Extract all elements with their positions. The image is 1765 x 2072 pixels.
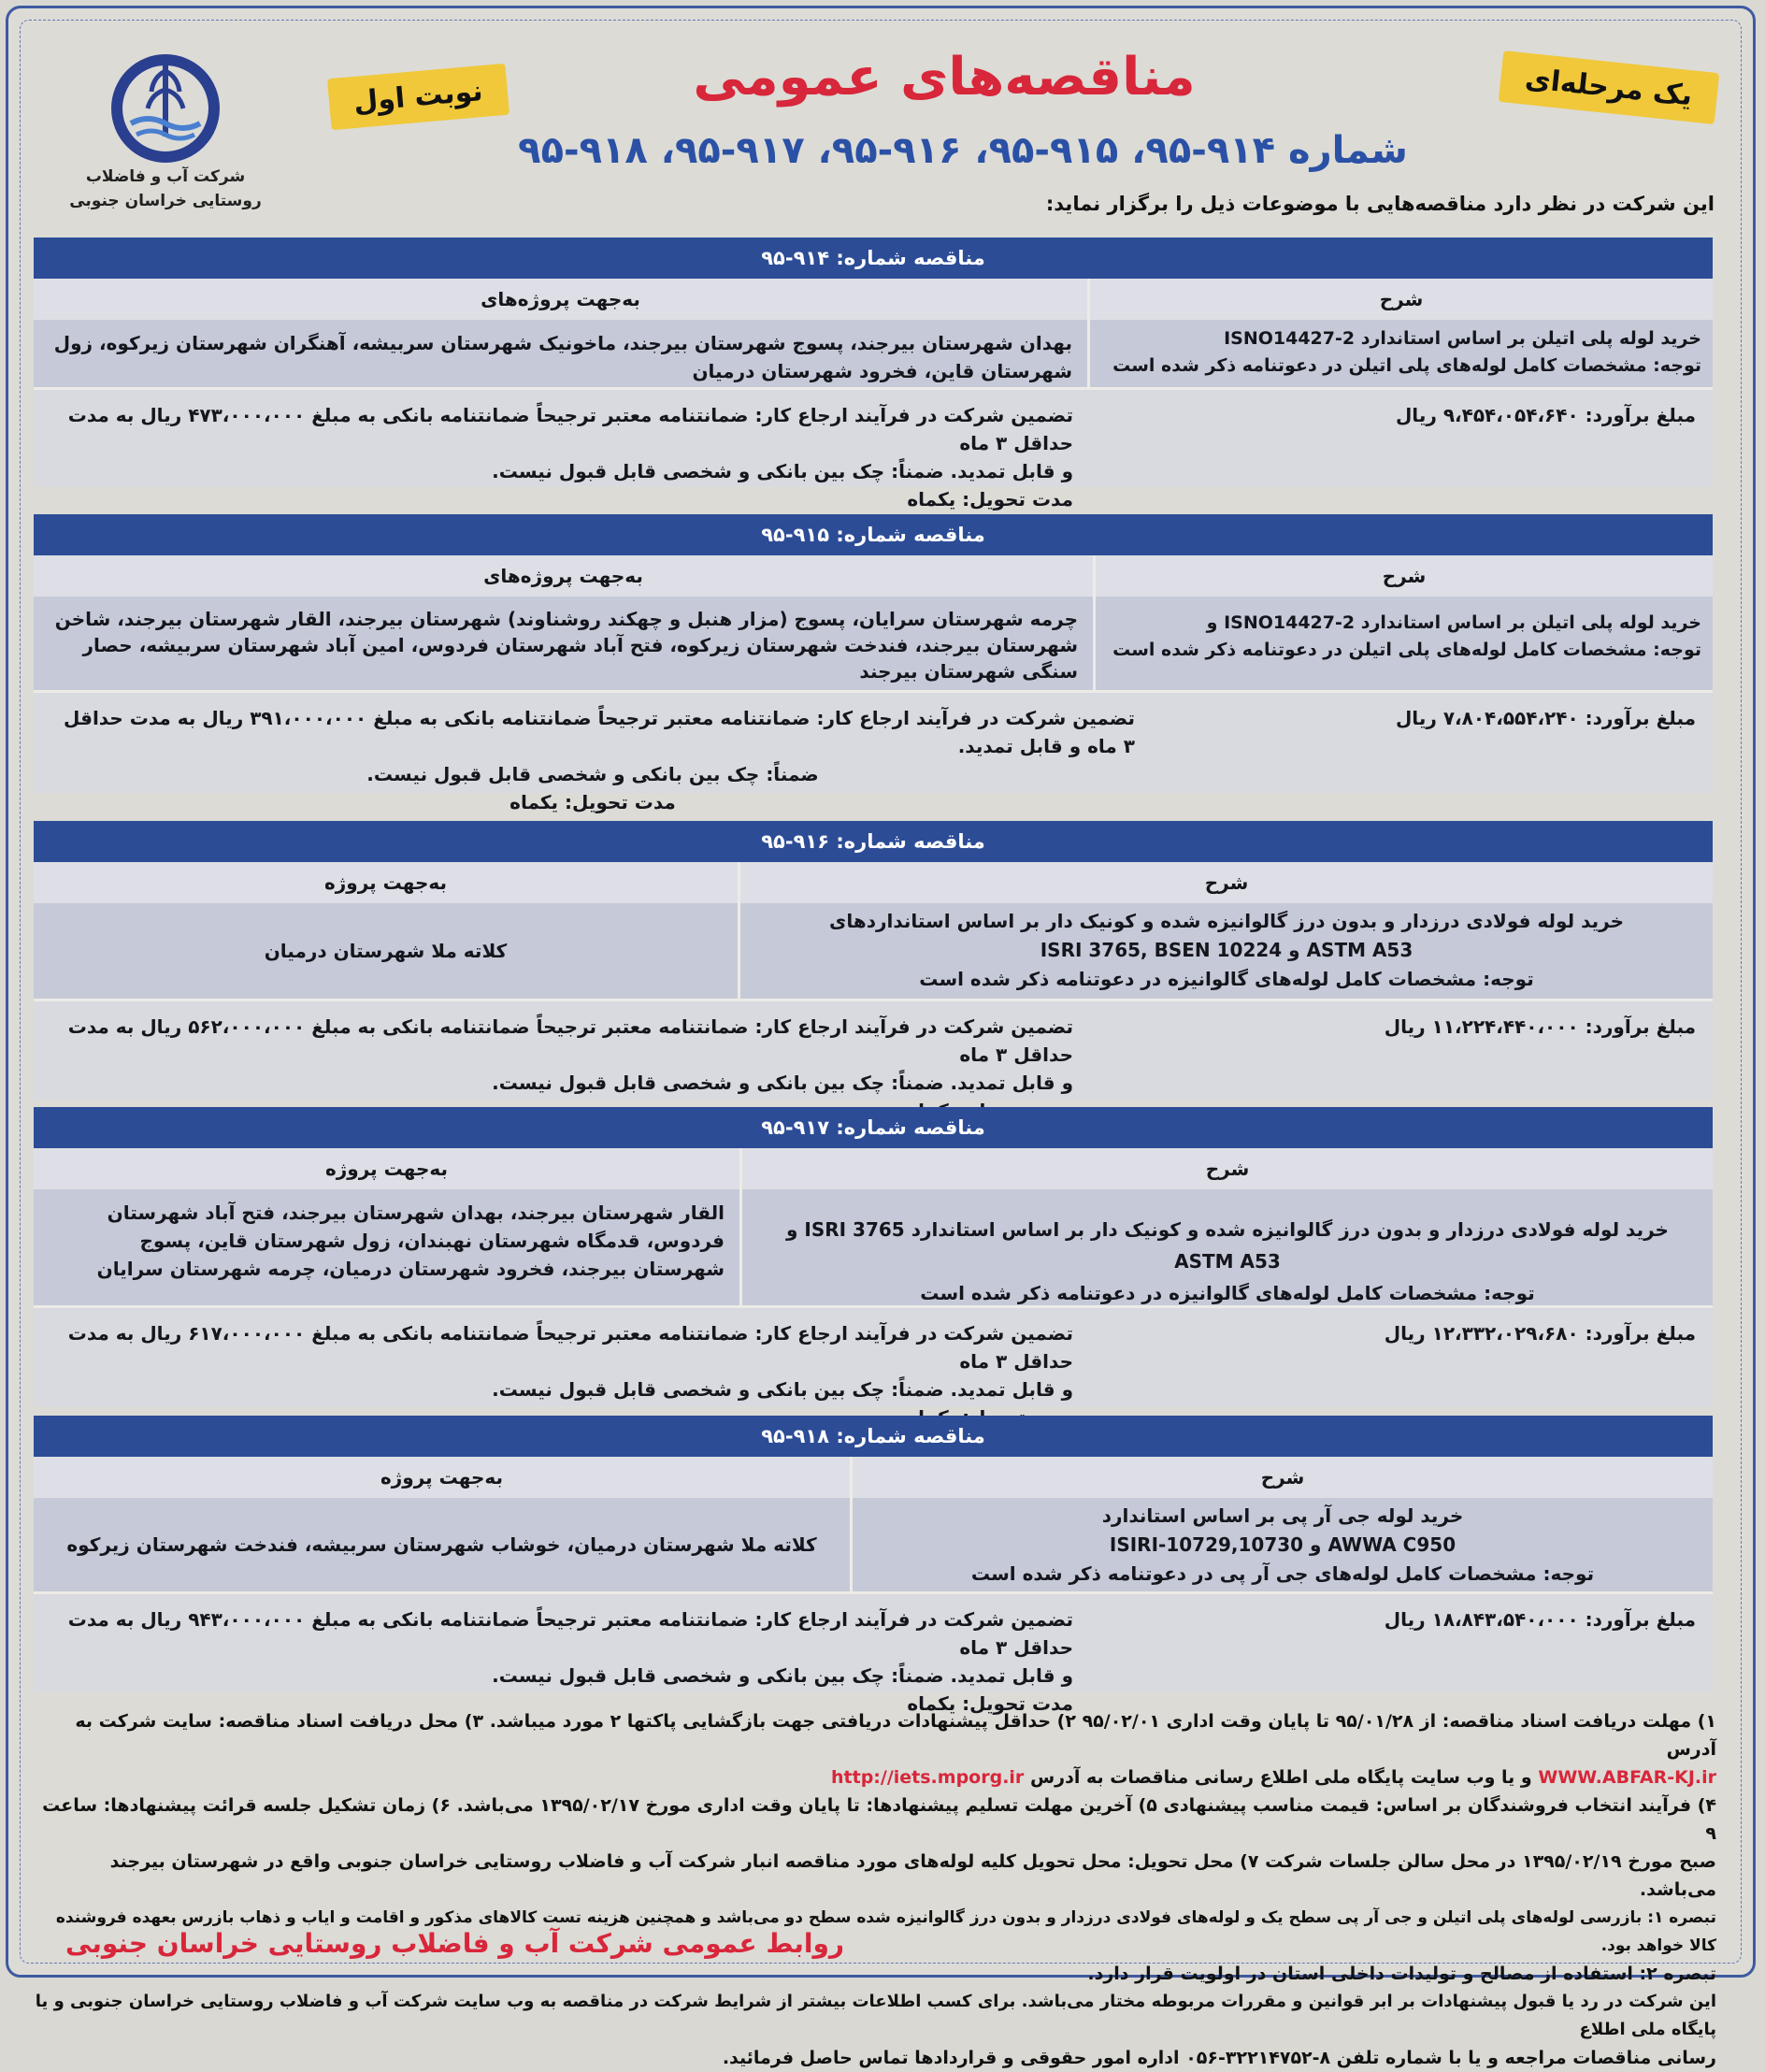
delivery-time: مدت تحویل: یکماه	[907, 1692, 1073, 1715]
guarantee-lead: تضمین شرکت در فرآیند ارجاع کار:	[754, 404, 1073, 426]
guarantee-block	[34, 1594, 1090, 1715]
guarantee-block	[34, 693, 1152, 813]
estimate: مبلغ برآورد: ۱۸،۸۴۳،۵۴۰،۰۰۰ ریال	[1384, 1608, 1696, 1631]
description-note: توجه: مشخصات کامل لوله‌های پلی اتیلن در دعوتنامه ذکر شده است	[1112, 640, 1701, 660]
tender-heading: مناقصه شماره: ۹۱۵-۹۵	[34, 514, 1713, 555]
description-body	[740, 903, 1713, 999]
tender-heading: مناقصه شماره: ۹۱۸-۹۵	[34, 1416, 1713, 1457]
guarantee-text-2: و قابل تمدید. ضمناً: چک بین بانکی و شخصی قابل قبول نیست.	[492, 1664, 1073, 1687]
tender-915	[34, 514, 1713, 813]
projects-column	[34, 862, 740, 999]
page-title: مناقصه‌های عمومی	[693, 47, 1196, 108]
projects-column	[34, 1457, 853, 1591]
delivery-time: مدت تحویل: یکماه	[509, 791, 676, 813]
tender-footer	[34, 1305, 1713, 1406]
description-title: شرح	[1090, 279, 1713, 320]
estimate: مبلغ برآورد: ۱۱،۲۲۴،۴۴۰،۰۰۰ ریال	[1384, 1015, 1696, 1038]
description-column	[742, 1148, 1713, 1305]
first-round-badge: نوبت اول	[327, 64, 509, 130]
description-column	[1096, 555, 1713, 690]
description-line: خرید لوله فولادی درزدار و بدون درز گالوانیزه شده و کونیک دار بر اساس استانداردهای	[829, 910, 1624, 932]
public-relations-signature: روابط عمومی شرکت آب و فاضلاب روستایی خراسان جنوبی	[65, 1928, 845, 1959]
tender-918	[34, 1416, 1713, 1715]
guarantee-text: ضمانتنامه معتبر ترجیحاً ضمانتنامه بانکی به مبلغ ۴۷۳،۰۰۰،۰۰۰ ریال به مدت حداقل ۳ ماه	[67, 404, 1073, 454]
note-line: ۱) مهلت دریافت اسناد مناقصه: از ۹۵/۰۱/۲۸ تا پایان وقت اداری ۹۵/۰۲/۰۱ ۲) حداقل پیشنهادات دریافتی جهت بازگشایی پاکتها ۲ مورد میباشد. ۳) محل دریافت اسناد مناقصه: سایت شرکت به آدرس	[75, 1711, 1716, 1760]
description-note: توجه: مشخصات کامل لوله‌های پلی اتیلن در دعوتنامه ذکر شده است	[1112, 355, 1701, 376]
guarantee-text-2: ضمناً: چک بین بانکی و شخصی قابل قبول نیست.	[366, 763, 819, 785]
tender-916	[34, 821, 1713, 1100]
projects-column	[34, 279, 1090, 387]
guarantee-lead: تضمین شرکت در فرآیند ارجاع کار:	[816, 707, 1135, 729]
guarantee-block	[34, 1001, 1090, 1100]
guarantee-block	[34, 1308, 1090, 1406]
guarantee-text: ضمانتنامه معتبر ترجیحاً ضمانتنامه بانکی به مبلغ ۵۶۲،۰۰۰،۰۰۰ ریال به مدت حداقل ۳ ماه	[67, 1015, 1073, 1066]
projects-body: بهدان شهرستان بیرجند، پسوج شهرستان بیرجند، ماخونیک شهرستان سربیشه، آهنگران شهرستان زیرکوه، زول شهرستان قاین، فخرود شهرستان درمیان	[34, 320, 1087, 387]
single-stage-badge: یک مرحله‌ای	[1499, 50, 1719, 124]
projects-title: به‌جهت پروژه	[34, 1457, 850, 1498]
description-line: خرید لوله جی آر پی بر اساس استاندارد	[1101, 1504, 1464, 1527]
tender-grid	[34, 279, 1713, 387]
projects-column	[34, 555, 1096, 690]
projects-title: به‌جهت پروژه	[34, 1148, 739, 1189]
projects-title: به‌جهت پروژه‌های	[34, 279, 1087, 320]
tender-914	[34, 237, 1713, 511]
guarantee-text-2: و قابل تمدید. ضمناً: چک بین بانکی و شخصی قابل قبول نیست.	[492, 1378, 1073, 1401]
description-body	[1096, 597, 1713, 690]
description-standards: ASTM A53 و ISRI 3765, BSEN 10224	[1040, 939, 1413, 961]
description-title: شرح	[740, 862, 1713, 903]
estimate: مبلغ برآورد: ۱۲،۳۳۲،۰۲۹،۶۸۰ ریال	[1384, 1322, 1696, 1345]
note-line: رسانی مناقصات مراجعه و یا با شماره تلفن ۸-۳۲۲۱۴۷۵۲-۰۵۶ اداره امور حقوقی و قراردادها تماس حاصل فرمائید.	[722, 2048, 1716, 2068]
projects-body: کلاته ملا شهرستان درمیان، خوشاب شهرستان سربیشه، فندخت شهرستان زیرکوه	[34, 1498, 850, 1591]
guarantee-text: ضمانتنامه معتبر ترجیحاً ضمانتنامه بانکی به مبلغ ۶۱۷،۰۰۰،۰۰۰ ریال به مدت حداقل ۳ ماه	[67, 1322, 1073, 1373]
tender-917	[34, 1107, 1713, 1406]
guarantee-text-2: و قابل تمدید. ضمناً: چک بین بانکی و شخصی قابل قبول نیست.	[492, 460, 1073, 482]
tender-footer	[34, 690, 1713, 813]
company-name: شرکت آب و فاضلاب روستایی خراسان جنوبی	[69, 167, 262, 210]
iets-website-link[interactable]: http://iets.mporg.ir	[831, 1767, 1025, 1788]
projects-title: به‌جهت پروژه	[34, 862, 738, 903]
projects-column	[34, 1148, 742, 1305]
tender-grid	[34, 555, 1713, 690]
note-line: صبح مورخ ۱۳۹۵/۰۲/۱۹ در محل سالن جلسات شرکت ۷) محل تحویل: محل تحویل کلیه لوله‌های مورد مناقصه انبار شرکت آب و فاضلاب روستایی خراسان جنوبی واقع در شهرستان بیرجند می‌باشد.	[109, 1851, 1716, 1900]
tender-grid	[34, 1148, 1713, 1305]
note-line: این شرکت در رد یا قبول پیشنهادات بر ابر قوانین و مقررات مربوطه مختار می‌باشد. برای کسب اطلاعات بیشتر از شرایط شرکت در مناقصه به وب سایت شرکت آب و فاضلاب روستایی خراسان جنوبی و یا پایگاه ملی اطلاع	[35, 1992, 1716, 2039]
estimate: مبلغ برآورد: ۷،۸۰۴،۵۵۴،۲۴۰ ریال	[1395, 707, 1696, 729]
tender-grid	[34, 1457, 1713, 1591]
delivery-time: مدت تحویل: یکماه	[907, 488, 1073, 511]
water-company-logo-icon	[105, 43, 226, 165]
note-line: ۴) فرآیند انتخاب فروشندگان بر اساس: قیمت مناسب پیشنهادی ۵) آخرین مهلت تسلیم پیشنهادها: تا پایان وقت اداری مورخ ۱۳۹۵/۰۲/۱۷ می‌باشد. ۶) زمان تشکیل جلسه قرائت پیشنهادها: ساعت ۹	[42, 1795, 1716, 1844]
guarantee-block	[34, 390, 1090, 511]
projects-body: القار شهرستان بیرجند، بهدان شهرستان بیرجند، فتح آباد شهرستان فردوس، قدمگاه شهرستان نهبندان، زول شهرستان قاین، پسوج شهرستان بیرجند، فخرود شهرستان درمیان، چرمه شهرستان سرایان	[34, 1189, 739, 1305]
estimate: مبلغ برآورد: ۹،۴۵۴،۰۵۴،۶۴۰ ریال	[1395, 404, 1696, 426]
tender-footer	[34, 999, 1713, 1100]
tender-heading: مناقصه شماره: ۹۱۴-۹۵	[34, 237, 1713, 279]
description-line: خرید لوله پلی اتیلن بر اساس استاندارد ISNO14427-2	[1224, 328, 1701, 349]
projects-body: کلاته ملا شهرستان درمیان	[34, 903, 738, 999]
tender-footer	[34, 387, 1713, 511]
tender-grid	[34, 862, 1713, 999]
intro-text: این شرکت در نظر دارد مناقصه‌هایی با موضوعات ذیل را برگزار نماید:	[1045, 193, 1715, 215]
tender-heading: مناقصه شماره: ۹۱۶-۹۵	[34, 821, 1713, 862]
guarantee-lead: تضمین شرکت در فرآیند ارجاع کار:	[754, 1608, 1073, 1631]
guarantee-text: ضمانتنامه معتبر ترجیحاً ضمانتنامه بانکی به مبلغ ۳۹۱،۰۰۰،۰۰۰ ریال به مدت حداقل ۳ ماه و قابل تمدید.	[64, 707, 1135, 757]
description-note: توجه: مشخصات کامل لوله‌های گالوانیزه در دعوتنامه ذکر شده است	[919, 968, 1534, 990]
description-line: خرید لوله فولادی درزدار و بدون درز گالوانیزه شده و کونیک دار بر اساس استاندارد ISRI 3765 و ASTM A53	[786, 1218, 1669, 1273]
guarantee-lead: تضمین شرکت در فرآیند ارجاع کار:	[754, 1322, 1073, 1345]
description-title: شرح	[853, 1457, 1713, 1498]
guarantee-lead: تضمین شرکت در فرآیند ارجاع کار:	[754, 1015, 1073, 1038]
projects-body: چرمه شهرستان سرایان، پسوج (مزار هنبل و چهکند روشناوند) شهرستان بیرجند، القار شهرستان بیرجند، شاخن شهرستان بیرجند، فندخت شهرستان زیرکوه، فتح آباد شهرستان فردوس، امین آباد شهرستان سربیشه، حصار سنگی شهرستان بیرجند	[34, 597, 1093, 690]
tender-heading: مناقصه شماره: ۹۱۷-۹۵	[34, 1107, 1713, 1148]
note-line: تبصره ۱: بازرسی لوله‌های پلی اتیلن و جی آر پی سطح یک و لوله‌های فولادی درزدار و بدون درز گالوانیزه شده سطح دو می‌باشد و همچنین هزینه تست کالاهای مذکور و اقامت و ایاب و ذهاب بازرس بعهده فروشنده کالا خواهد بود.	[55, 1908, 1716, 1955]
guarantee-text: ضمانتنامه معتبر ترجیحاً ضمانتنامه بانکی به مبلغ ۹۴۳،۰۰۰،۰۰۰ ریال به مدت حداقل ۳ ماه	[67, 1608, 1073, 1659]
tender-footer	[34, 1591, 1713, 1715]
description-body	[1090, 320, 1713, 387]
company-website-link[interactable]: WWW.ABFAR-KJ.ir	[1538, 1767, 1716, 1788]
description-body	[742, 1189, 1713, 1305]
description-title: شرح	[1096, 555, 1713, 597]
note-line: و یا وب سایت پایگاه ملی اطلاع رسانی مناقصات به آدرس	[1029, 1767, 1532, 1788]
description-column	[1090, 279, 1713, 387]
description-standards: AWWA C950 و ISIRI-10729,10730	[1109, 1533, 1456, 1556]
description-column	[740, 862, 1713, 999]
notes-section	[34, 1707, 1716, 2072]
description-note: توجه: مشخصات کامل لوله‌های جی آر پی در دعوتنامه ذکر شده است	[970, 1562, 1595, 1585]
tender-numbers: شماره ۹۱۴-۹۵، ۹۱۵-۹۵، ۹۱۶-۹۵، ۹۱۷-۹۵، ۹۱۸-۹۵	[518, 129, 1408, 172]
description-line: خرید لوله پلی اتیلن بر اساس استاندارد ISNO14427-2 و	[1206, 612, 1701, 633]
description-note: توجه: مشخصات کامل لوله‌های گالوانیزه در دعوتنامه ذکر شده است	[920, 1282, 1535, 1304]
description-column	[853, 1457, 1713, 1591]
guarantee-text-2: و قابل تمدید. ضمناً: چک بین بانکی و شخصی قابل قبول نیست.	[492, 1072, 1073, 1094]
projects-title: به‌جهت پروژه‌های	[34, 555, 1093, 597]
company-logo	[58, 43, 273, 221]
note-line: تبصره ۲: استفاده از مصالح و تولیدات داخلی استان در اولویت قرار دارد.	[1087, 1964, 1716, 1984]
description-body	[853, 1498, 1713, 1591]
description-title: شرح	[742, 1148, 1713, 1189]
